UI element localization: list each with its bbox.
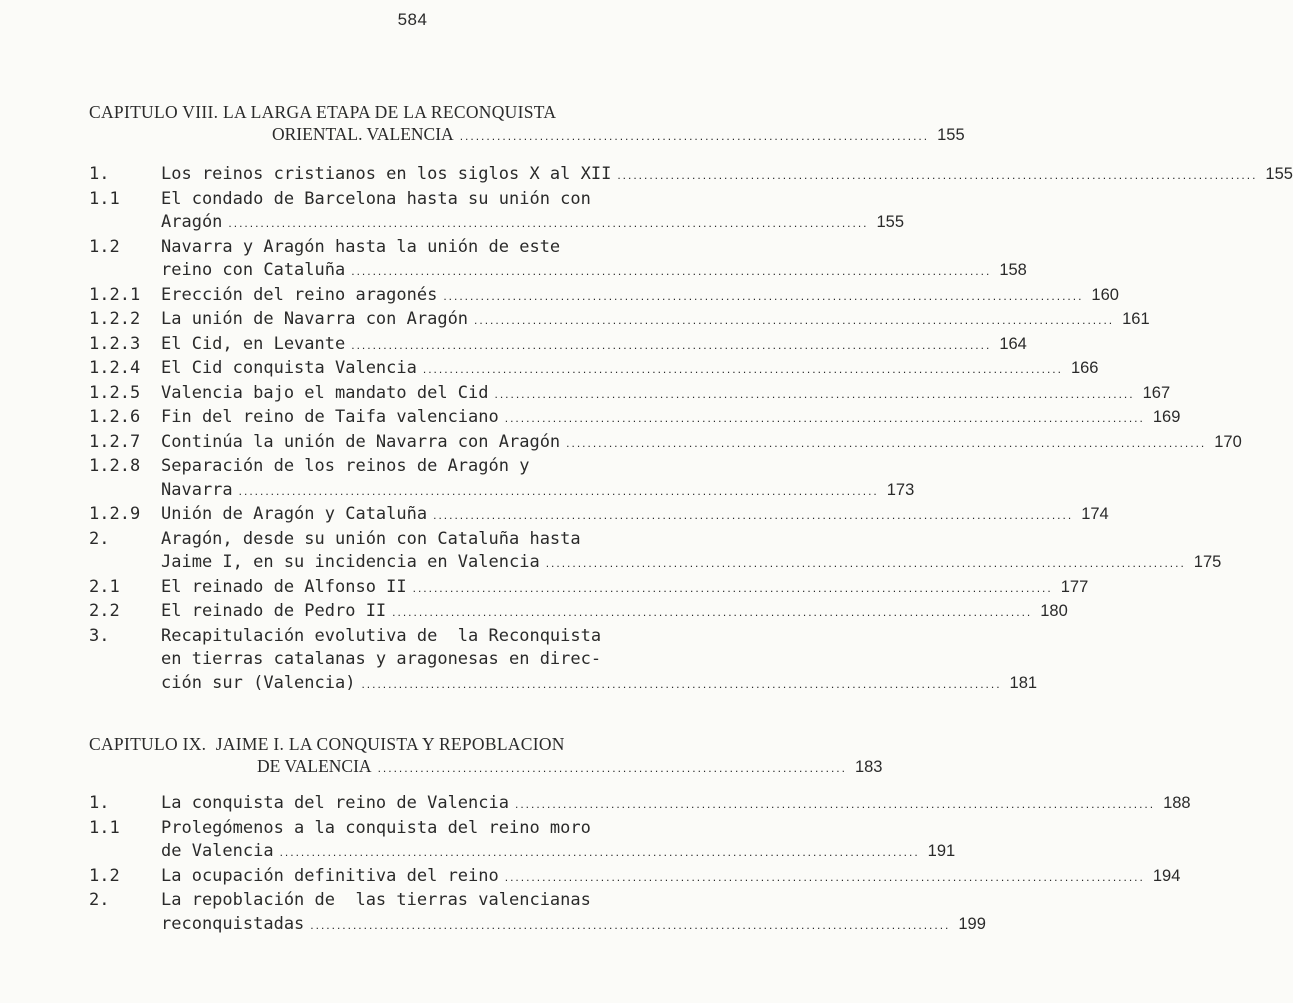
entry-page: 158 [999,261,1027,279]
entry-title: El reinado de Pedro II [161,601,387,621]
entry-page: 169 [1152,408,1181,426]
leader-dots: ........................................................................................................................ [422,362,1063,376]
toc-entry [89,889,986,937]
entry-title: Recapitulación evolutiva de la Reconquista [161,625,602,646]
toc-entry [89,406,1181,431]
entry-title: Aragón [161,212,223,232]
leader-dots: ........................................................................................................................ [566,435,1207,450]
toc-entry [89,576,1089,601]
entry-page: 155 [1265,165,1293,183]
entry-body [161,406,1180,431]
chapter-title-line1: CAPITULO IX. JAIME I. LA CONQUISTA Y REPOBLACION [89,734,565,754]
entry-title: ción sur (Valencia) [161,672,356,693]
entry-line [161,840,955,865]
chapter-page: 183 [854,758,883,776]
leader-dots: ........................................................................................................................ [504,411,1145,425]
entry-line [161,357,1098,382]
entry-page: 166 [1070,359,1099,377]
entry-title: Separación de los reinos de Aragón y [161,456,530,476]
entry-title: reconquistadas [161,913,305,934]
chapter-title-line2 [272,124,965,145]
entry-line [161,817,955,841]
entry-line [161,382,1170,407]
chapter-page: 155 [937,126,965,144]
leader-dots: ........................................................................................................................ [412,580,1053,595]
entry-title: Continúa la unión de Navarra con Aragón [161,431,561,452]
entry-body [161,284,1119,309]
entry-page: 167 [1142,383,1171,402]
entry-page: 155 [876,213,905,231]
entry-line [161,672,1037,697]
entry-body [161,792,1191,817]
leader-dots: ........................................................................................................................ [392,605,1033,619]
entry-line [161,479,914,504]
entry-body [161,528,1221,576]
entry-page: 175 [1193,553,1222,571]
leader-dots: ........................................................................................................................ [545,556,1186,570]
toc-entry [89,188,905,236]
toc-entry [89,625,1038,697]
entry-page: 160 [1091,285,1119,304]
toc-entry [89,503,1109,528]
chapter-heading-ix [89,734,883,777]
toc-entry [89,382,1171,407]
entry-title: Aragón, desde su unión con Cataluña hasta [161,528,581,549]
toc-entries-chapter-viii [89,163,1293,696]
entry-number: 2. [89,890,110,910]
leader-dots: ........................................................................................ [377,761,847,775]
leader-dots: ........................................................................................................................ [361,676,1002,691]
entry-page: 180 [1040,602,1068,620]
toc-entry [89,333,1027,358]
entry-title: La unión de Navarra con Aragón [161,309,469,329]
leader-dots: ........................................................................................................................ [351,337,992,352]
entry-page: 191 [927,842,956,860]
entry-title: Erección del reino aragonés [161,284,438,305]
toc-entry [89,284,1119,309]
entry-line [161,188,904,212]
entry-line [161,503,1109,528]
entry-body [161,431,1242,456]
entry-body [161,308,1150,333]
leader-dots: ........................................................................................................................ [474,313,1115,327]
toc-entry [89,528,1222,576]
entry-title: La conquista del reino de Valencia [161,793,509,813]
leader-dots: ........................................................................................................................ [443,288,1084,303]
chapter-heading-viii [89,102,965,145]
entry-number: 1.2.4 [89,358,141,378]
entry-title: Jaime I, en su incidencia en Valencia [161,552,540,572]
toc-entry [89,600,1068,625]
entry-title: La ocupación definitiva del reino [161,865,499,886]
entry-line [161,648,1037,672]
page-number: 584 [397,10,428,29]
entry-title: en tierras catalanas y aragonesas en direc- [161,649,602,669]
entry-title: La repoblación de las tierras valencianas [161,890,591,910]
entry-number: 1. [89,793,110,813]
entry-title: Navarra [161,479,233,500]
entry-page: 174 [1081,505,1109,523]
toc-entry [89,455,915,503]
entry-line [161,576,1088,601]
toc-entries-chapter-ix [89,792,1191,937]
entry-body [161,382,1170,407]
entry-body [161,889,986,937]
entry-number: 1.2.6 [89,407,141,427]
entry-number: 2.1 [89,576,120,597]
entry-body [161,333,1027,358]
entry-number: 1.2 [89,865,120,886]
entry-body [161,455,914,503]
entry-title: Navarra y Aragón hasta la unión de este [161,236,561,257]
entry-body [161,600,1068,625]
leader-dots: ........................................................................................................................ [351,264,992,278]
entry-title: El condado de Barcelona hasta su unión con [161,188,591,209]
entry-line [161,284,1119,309]
entry-title: Prolegómenos a la conquista del reino moro [161,817,591,838]
entry-line [161,406,1180,431]
entry-title: reino con Cataluña [161,260,346,280]
entry-page: 170 [1214,432,1242,451]
leader-dots: ........................................................................................................................ [279,845,920,859]
entry-line [161,913,986,938]
toc-entry [89,431,1242,456]
entry-number: 1.1 [89,188,120,209]
entry-line [161,625,1037,649]
entry-page: 194 [1152,866,1181,885]
entry-number: 1.2.2 [89,309,141,329]
leader-dots: ........................................................................................ [459,129,930,143]
entry-body [161,865,1180,890]
entry-line [161,792,1191,817]
toc-entry [89,792,1191,817]
entry-body [161,188,904,236]
leader-dots: ........................................................................................................................ [310,917,951,932]
entry-title: Unión de Aragón y Cataluña [161,504,428,524]
leader-dots: ........................................................................................................................ [504,869,1145,884]
entry-number: 1.2 [89,236,120,257]
entry-number: 1.2.1 [89,284,141,305]
entry-number: 2.2 [89,601,120,621]
leader-dots: ........................................................................................................................ [617,168,1258,182]
entry-page: 173 [886,480,915,499]
leader-dots: ........................................................................................................................ [238,483,879,498]
entry-line [161,308,1150,333]
entry-number: 1. [89,164,110,184]
entry-title: El Cid conquista Valencia [161,358,417,378]
entry-title: El reinado de Alfonso II [161,576,407,597]
entry-page: 161 [1122,310,1150,328]
entry-line [161,259,1027,284]
chapter-title-line2 [257,756,883,777]
entry-number: 3. [89,625,110,646]
entry-number: 1.2.5 [89,382,141,403]
leader-dots: ........................................................................................................................ [228,216,869,230]
toc-entry [89,163,1293,188]
entry-number: 1.1 [89,817,120,838]
entry-page: 188 [1163,794,1191,812]
toc-entry [89,357,1099,382]
entry-title: Fin del reino de Taifa valenciano [161,407,499,427]
entry-body [161,817,955,865]
entry-line [161,431,1242,456]
entry-line [161,211,904,236]
entry-page: 181 [1009,673,1038,692]
entry-body [161,357,1098,382]
entry-title: de Valencia [161,841,274,861]
entry-line [161,551,1221,576]
entry-line [161,528,1221,552]
entry-title: Los reinos cristianos en los siglos X al XII [161,164,612,184]
entry-page: 199 [958,914,986,933]
leader-dots: ........................................................................................................................ [433,508,1074,522]
toc-entry [89,308,1150,333]
leader-dots: ........................................................................................................................ [494,386,1135,401]
entry-number: 1.2.7 [89,431,141,452]
entry-line [161,889,986,913]
entry-page: 177 [1060,577,1089,596]
entry-number: 1.2.9 [89,504,141,524]
entry-page: 164 [999,334,1027,353]
entry-body [161,503,1109,528]
chapter-title-text: DE VALENCIA [257,756,372,776]
chapter-title-text: ORIENTAL. VALENCIA [272,124,454,144]
entry-number: 2. [89,528,110,549]
entry-body [161,236,1027,284]
entry-title: Valencia bajo el mandato del Cid [161,382,489,403]
entry-line [161,865,1180,890]
entry-number: 1.2.8 [89,456,141,476]
entry-line [161,455,914,479]
entry-line [161,600,1068,625]
leader-dots: ........................................................................................................................ [515,797,1156,811]
toc-entry [89,817,956,865]
entry-line [161,236,1027,260]
entry-body [161,576,1088,601]
entry-line [161,163,1293,188]
entry-body [161,163,1293,188]
entry-number: 1.2.3 [89,333,141,354]
entry-line [161,333,1027,358]
toc-entry [89,865,1181,890]
entry-title: El Cid, en Levante [161,333,346,354]
entry-body [161,625,1037,697]
toc-entry [89,236,1027,284]
chapter-title-line1: CAPITULO VIII. LA LARGA ETAPA DE LA RECONQUISTA [89,102,557,122]
